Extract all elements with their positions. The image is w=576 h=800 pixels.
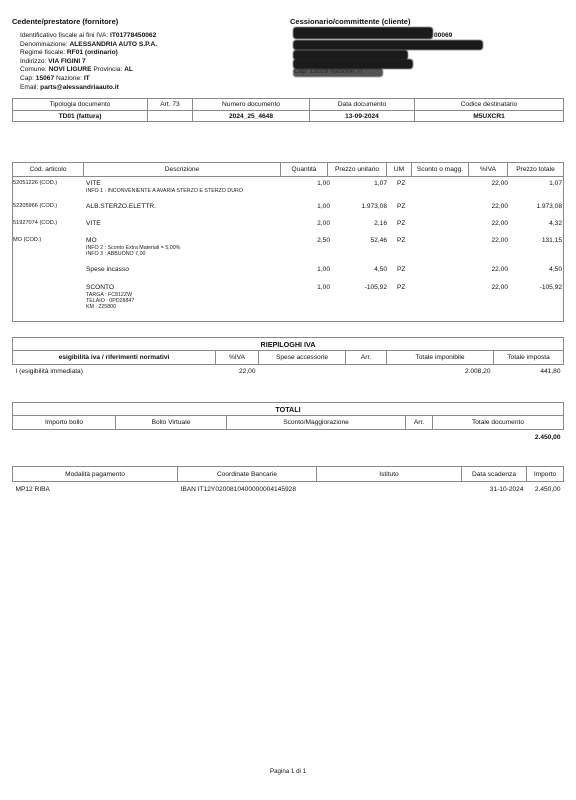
document-header-table — [12, 98, 564, 122]
vat-summary-table — [12, 337, 564, 379]
seller-vat-value: IT01778450062 — [110, 32, 157, 39]
item-um: PZ — [397, 284, 406, 291]
item-total: 4,32 — [549, 220, 562, 227]
item-info: TELAIO : 0PD28847 — [86, 298, 135, 305]
rounding — [406, 430, 433, 446]
seller-email-value: parts@alessandriaauto.it — [40, 83, 119, 91]
seller-regime-value: RF01 (ordinario) — [66, 49, 118, 57]
item-qty: 1,00 — [317, 203, 330, 210]
col-header: Modalità pagamento — [13, 467, 178, 482]
col-header: Arr. — [406, 416, 433, 430]
item-unit: 1,07 — [374, 180, 387, 187]
recipient-code: M5UXCR1 — [415, 111, 564, 122]
item-desc: Spese incasso — [86, 266, 129, 273]
item-desc: ALB.STERZO.ELETTR. — [86, 203, 156, 210]
col-header: Arr. — [346, 351, 387, 365]
col-header: Sconto/Maggiorazione — [227, 416, 406, 430]
seller-email-label: Email: — [20, 83, 39, 91]
item-code: MO (COD.) — [13, 237, 42, 243]
item-um: PZ — [397, 180, 406, 187]
item-iva: 22,00 — [491, 220, 508, 227]
vat-tax: 441,80 — [540, 368, 561, 376]
redaction-bar — [293, 27, 433, 39]
totals-title: TOTALI — [13, 403, 564, 416]
item-code: 51927074 (COD.) — [13, 220, 58, 226]
item-unit: 52,46 — [370, 237, 387, 244]
item-desc: VITE — [86, 220, 101, 227]
item-iva: 22,00 — [491, 284, 508, 291]
col-header: Spese accessorie — [259, 351, 346, 365]
payment-amount: 2.450,00 — [534, 486, 561, 494]
col-header: Numero documento — [193, 99, 310, 111]
item-um: PZ — [397, 237, 406, 244]
item-code: 52205966 (COD.) — [13, 203, 58, 209]
item-total: 4,50 — [549, 266, 562, 273]
col-header: Totale imponibile — [387, 351, 494, 365]
col-header: Coordinate Bancarie — [178, 467, 317, 482]
item-qty: 1,00 — [317, 266, 330, 273]
col-header: Data scadenza — [462, 467, 527, 482]
seller-vat-label: Identificativo fiscale ai fini IVA: — [20, 32, 109, 39]
item-desc: SCONTO — [86, 284, 115, 291]
redaction-bar — [293, 68, 383, 77]
item-info: KM : 225800 — [86, 304, 117, 311]
item-total: 131,15 — [541, 237, 562, 244]
col-header: Sconto o magg. — [412, 163, 469, 177]
item-iva: 22,00 — [491, 203, 508, 210]
item-um: PZ — [397, 220, 406, 227]
vat-exigibility: I (esigibilità immediata) — [15, 368, 83, 376]
item-iva: 22,00 — [491, 266, 508, 273]
item-code: 52051226 (COD.) — [13, 180, 58, 186]
doc-type: TD01 (fattura) — [13, 111, 148, 122]
col-header: Descrizione — [84, 163, 281, 177]
vat-rate: 22,00 — [238, 368, 256, 376]
doc-date: 13-09-2024 — [310, 111, 415, 122]
seller-address-label: Indirizzo: — [20, 57, 47, 65]
seller-regime-label: Regime fiscale: — [20, 49, 66, 57]
seller-nation-value: IT — [83, 74, 90, 82]
seller-name-label: Denominazione: — [20, 40, 68, 48]
item-unit: 4,50 — [374, 266, 387, 273]
seller-cap-label: Cap: — [20, 74, 34, 82]
vat-taxable: 2.008,20 — [464, 368, 491, 376]
col-header: Totale imposta — [494, 351, 564, 365]
item-total: 1,07 — [549, 180, 562, 187]
item-unit: 2,16 — [374, 220, 387, 227]
col-header: Importo bollo — [13, 416, 116, 430]
col-header: Totale documento — [433, 416, 564, 430]
item-info: TARGA : FC812ZW — [86, 292, 133, 298]
item-qty: 1,00 — [317, 284, 330, 291]
seller-name-value: ALESSANDRIA AUTO S.P.A. — [69, 40, 158, 48]
col-header: Prezzo totale — [508, 163, 564, 177]
page-number: Pagina 1 di 1 — [269, 768, 307, 775]
col-header: %IVA — [469, 163, 508, 177]
item-iva: 22,00 — [491, 180, 508, 187]
payment-method: MP12 RIBA — [15, 486, 50, 494]
payment-table — [12, 466, 564, 498]
discount — [227, 430, 406, 446]
col-header: Importo — [527, 467, 564, 482]
col-header: %IVA — [216, 351, 259, 365]
bank-coordinates: IBAN IT12Y0200810400000004145928 — [180, 486, 296, 494]
doc-number: 2024_25_4648 — [193, 111, 310, 122]
items-table-header — [12, 162, 564, 177]
item-info: INFO 1 : INCONVENIENTE A AVARIA STERZO E STERZO DURO — [86, 188, 243, 194]
col-header: Quantità — [281, 163, 328, 177]
item-info: INFO 3 : ABBUONO 7,00 — [86, 251, 146, 258]
item-total: -105,92 — [539, 284, 562, 291]
art-73 — [148, 111, 193, 122]
bank-institute — [317, 482, 462, 498]
col-header: Prezzo unitario — [328, 163, 387, 177]
due-date: 31-10-2024 — [489, 486, 524, 494]
vat-rounding — [346, 365, 387, 379]
item-unit: -105,92 — [364, 284, 387, 291]
stamp-amount — [13, 430, 116, 446]
seller-address-value: VIA FIGINI 7 — [48, 57, 86, 65]
item-qty: 2,50 — [317, 237, 330, 244]
buyer-vat-fragment: 00069 — [434, 32, 453, 39]
col-header: Tipologia documento — [13, 99, 148, 111]
vat-summary-title: RIEPILOGHI IVA — [13, 338, 564, 351]
col-header: Codice destinatario — [415, 99, 564, 111]
document-total: 2.450,00 — [534, 434, 561, 442]
seller-heading: Cedente/prestatore (fornitore) — [12, 17, 119, 26]
virtual-stamp — [116, 430, 227, 446]
seller-cap-value: 15067 — [35, 74, 55, 82]
col-header: Art. 73 — [148, 99, 193, 111]
item-info: INFO 2 : Sconto Extra Materiali = 5,00% — [86, 245, 181, 251]
redaction-bar — [293, 40, 483, 50]
buyer-heading: Cessionario/committente (cliente) — [290, 17, 411, 26]
col-header: Data documento — [310, 99, 415, 111]
item-desc: MO — [86, 237, 97, 244]
item-desc: VITE — [86, 180, 101, 187]
col-header: UM — [387, 163, 412, 177]
item-unit: 1.973,08 — [361, 203, 387, 210]
vat-accessory — [259, 365, 346, 379]
item-qty: 2,00 — [317, 220, 330, 227]
item-iva: 22,00 — [491, 237, 508, 244]
seller-details — [20, 32, 157, 92]
item-um: PZ — [397, 266, 406, 273]
item-um: PZ — [397, 203, 406, 210]
seller-province-label: Provincia: — [93, 66, 123, 74]
item-total: 1.973,08 — [536, 203, 562, 210]
seller-nation-label: Nazione: — [55, 74, 82, 82]
totals-table — [12, 402, 564, 446]
seller-city-value: NOVI LIGURE — [48, 66, 92, 74]
col-header: Cod. articolo — [13, 163, 84, 177]
col-header: Istituto — [317, 467, 462, 482]
seller-city-label: Comune: — [20, 66, 47, 74]
col-header: esigibilità iva / riferimenti normativi — [13, 351, 216, 365]
col-header: Bollo Virtuale — [116, 416, 227, 430]
seller-province-value: AL — [124, 66, 133, 74]
item-qty: 1,00 — [317, 180, 330, 187]
